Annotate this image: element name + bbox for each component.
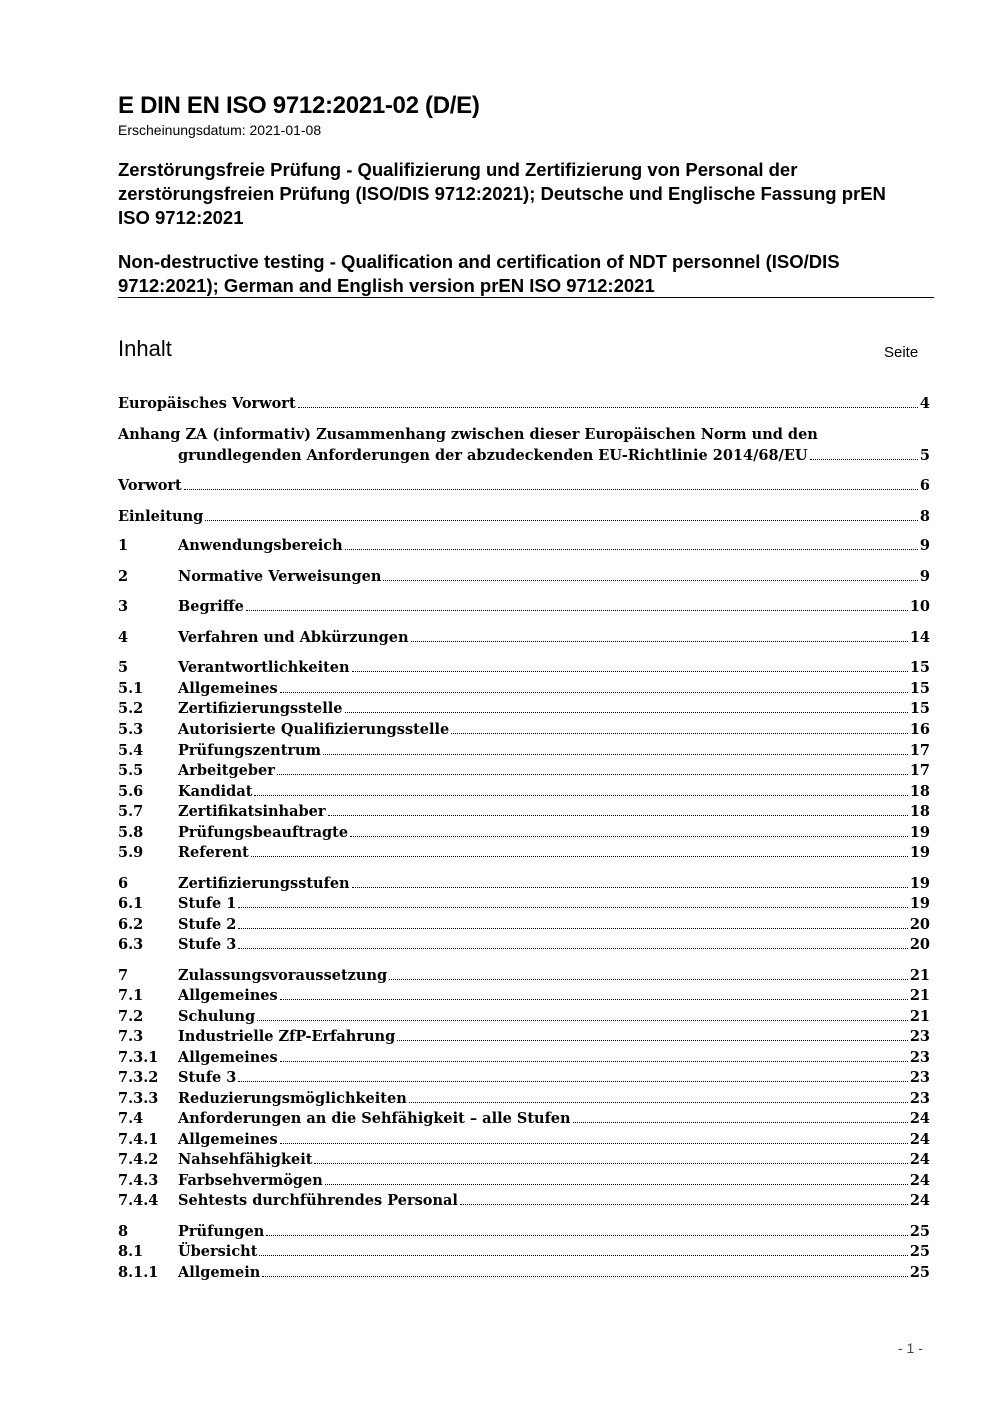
toc-leader xyxy=(246,597,908,611)
toc-entry-page: 20 xyxy=(909,916,930,933)
toc-entry-number: 8.1 xyxy=(118,1243,144,1260)
toc-entry-page: 15 xyxy=(909,680,930,697)
toc-entry-label: Übersicht xyxy=(178,1243,258,1260)
header-divider xyxy=(118,297,934,298)
toc-entry-number: 5.1 xyxy=(118,680,144,697)
toc-entry[interactable] xyxy=(118,986,930,1006)
toc-entry-label: Einleitung xyxy=(118,508,204,525)
toc-entry[interactable] xyxy=(118,1263,930,1283)
toc-entry-page: 15 xyxy=(909,659,930,676)
toc-entry-label: Industrielle ZfP-Erfahrung xyxy=(178,1028,396,1045)
toc-entry[interactable] xyxy=(118,966,930,986)
toc-entry-number: 7.3.1 xyxy=(118,1049,159,1066)
toc-entry[interactable] xyxy=(118,394,930,414)
toc-entry-label: Zulassungsvoraussetzung xyxy=(178,967,388,984)
toc-entry-page: 16 xyxy=(909,721,930,738)
toc-page-column-heading: Seite xyxy=(884,344,919,361)
toc-leader xyxy=(238,915,908,929)
toc-entry[interactable] xyxy=(118,679,930,699)
toc-entry-label: Allgemeines xyxy=(178,680,278,697)
toc-entry-page: 14 xyxy=(909,629,930,646)
toc-entry-page: 24 xyxy=(909,1172,930,1189)
toc-entry-label: Europäisches Vorwort xyxy=(118,395,296,412)
toc-entry[interactable] xyxy=(118,1109,930,1129)
toc-entry[interactable] xyxy=(118,476,930,496)
toc-entry-label: Verfahren und Abkürzungen xyxy=(178,629,409,646)
toc-entry-page: 9 xyxy=(919,537,930,554)
toc-leader xyxy=(280,679,908,693)
toc-entry-number: 5.3 xyxy=(118,721,144,738)
publication-date: Erscheinungsdatum: 2021-01-08 xyxy=(118,122,322,138)
toc-entry-label: Allgemeines xyxy=(178,1131,278,1148)
toc-entry-label: Reduzierungsmöglichkeiten xyxy=(178,1090,407,1107)
title-german: Zerstörungsfreie Prüfung - Qualifizierung und Zertifizierung von Personal der zerstörungsfreien Prüfung (ISO/DIS 9712:2021); Deutsche und Englische Fassung prEN ISO 9712:2021 xyxy=(118,159,886,228)
toc-leader xyxy=(810,446,918,460)
toc-entry-number: 7.1 xyxy=(118,987,144,1004)
toc-entry-label: Vorwort xyxy=(118,477,182,494)
toc-entry-page: 4 xyxy=(919,395,930,412)
toc-entry-number: 7.4.1 xyxy=(118,1131,159,1148)
toc-entry-label: Autorisierte Qualifizierungsstelle xyxy=(178,721,450,738)
toc-entry-page: 5 xyxy=(919,447,930,464)
toc-entry-page: 21 xyxy=(909,1008,930,1025)
toc-leader xyxy=(325,1171,908,1185)
toc-entry-label: Nahsehfähigkeit xyxy=(178,1151,313,1168)
toc-entry[interactable] xyxy=(118,1007,930,1027)
toc-entry-number: 5 xyxy=(118,659,129,676)
toc-entry-label: Referent xyxy=(178,844,249,861)
toc-leader xyxy=(280,1130,908,1144)
toc-entry[interactable] xyxy=(118,507,930,527)
toc-leader xyxy=(345,699,908,713)
toc-entry[interactable] xyxy=(118,935,930,955)
document-title: E DIN EN ISO 9712:2021-02 (D/E) xyxy=(118,92,480,119)
toc-leader xyxy=(352,658,908,672)
toc-entry-page: 19 xyxy=(909,844,930,861)
toc-leader xyxy=(238,1068,908,1082)
toc-entry-page: 24 xyxy=(909,1151,930,1168)
toc-entry[interactable] xyxy=(118,658,930,678)
toc-leader xyxy=(573,1109,908,1123)
toc-entry[interactable] xyxy=(118,1027,930,1047)
toc-entry-label: Anforderungen an die Sehfähigkeit – alle Stufen xyxy=(178,1110,571,1127)
toc-entry-label: Zertifizierungsstelle xyxy=(178,700,343,717)
toc-entry-number: 7.4.4 xyxy=(118,1192,159,1209)
toc-entry-page: 21 xyxy=(909,987,930,1004)
toc-entry-number: 5.4 xyxy=(118,742,144,759)
toc-entry-number: 7.3 xyxy=(118,1028,144,1045)
toc-entry-label: Allgemein xyxy=(178,1264,261,1281)
toc-leader xyxy=(451,720,908,734)
toc-entry[interactable] xyxy=(118,628,930,648)
toc-entry-label: Farbsehvermögen xyxy=(178,1172,323,1189)
toc-entry-page: 23 xyxy=(909,1090,930,1107)
toc-entry-label: Stufe 3 xyxy=(178,1069,237,1086)
title-english: Non-destructive testing - Qualification and certification of NDT personnel (ISO/DIS 9712:2021); German and English version prEN ISO 9712:2021 xyxy=(118,251,840,296)
toc-leader xyxy=(262,1263,908,1277)
toc-entry-page: 25 xyxy=(909,1243,930,1260)
toc-entry-page: 24 xyxy=(909,1192,930,1209)
toc-leader xyxy=(259,1242,907,1256)
toc-entry-number: 7.4 xyxy=(118,1110,144,1127)
toc-entry-number: 4 xyxy=(118,629,129,646)
toc-leader xyxy=(328,802,908,816)
toc-entry[interactable] xyxy=(118,1068,930,1088)
toc-entry-number: 7.4.3 xyxy=(118,1172,159,1189)
toc-entry-label: Schulung xyxy=(178,1008,256,1025)
toc-entry-label: Kandidat xyxy=(178,783,253,800)
toc-entry-page: 19 xyxy=(909,875,930,892)
toc-entry-label: Zertifizierungsstufen xyxy=(178,875,350,892)
toc-entry-page: 23 xyxy=(909,1069,930,1086)
toc-leader xyxy=(314,1150,907,1164)
toc-entry-page: 15 xyxy=(909,700,930,717)
toc-entry-label: Allgemeines xyxy=(178,987,278,1004)
toc-entry-label-continued: grundlegenden Anforderungen der abzudeckenden EU-Richtlinie 2014/68/EU xyxy=(178,447,808,464)
toc-leader xyxy=(277,761,908,775)
toc-entry-number: 5.2 xyxy=(118,700,144,717)
toc-entry-number: 8 xyxy=(118,1223,129,1240)
toc-entry-page: 17 xyxy=(909,742,930,759)
toc-entry-number: 7.3.3 xyxy=(118,1090,159,1107)
toc-leader xyxy=(257,1007,908,1021)
toc-leader xyxy=(409,1089,908,1103)
toc-leader xyxy=(383,567,918,581)
toc-leader xyxy=(345,536,918,550)
toc-entry-page: 10 xyxy=(909,598,930,615)
toc-entry[interactable] xyxy=(118,761,930,781)
toc-leader xyxy=(251,843,908,857)
toc-entry-label: Prüfungszentrum xyxy=(178,742,321,759)
toc-entry-number: 5.6 xyxy=(118,783,144,800)
toc-entry-label: Anwendungsbereich xyxy=(178,537,343,554)
toc-leader xyxy=(254,782,907,796)
toc-entry[interactable] xyxy=(118,424,930,466)
toc-entry-page: 24 xyxy=(909,1131,930,1148)
toc-entry-label: Sehtests durchführendes Personal xyxy=(178,1192,458,1209)
toc-entry-page: 23 xyxy=(909,1028,930,1045)
toc-entry-number: 7.2 xyxy=(118,1008,144,1025)
toc-entry-label: Stufe 2 xyxy=(178,916,237,933)
toc-entry-page: 20 xyxy=(909,936,930,953)
toc-entry-label: Arbeitgeber xyxy=(178,762,275,779)
toc-entry-number: 6.2 xyxy=(118,916,144,933)
toc-entry[interactable] xyxy=(118,699,930,719)
toc-entry-page: 19 xyxy=(909,895,930,912)
toc-entry-page: 9 xyxy=(919,568,930,585)
toc-entry[interactable] xyxy=(118,1191,930,1211)
toc-entry-label: Stufe 3 xyxy=(178,936,237,953)
toc-leader xyxy=(238,935,908,949)
toc-entry[interactable] xyxy=(118,720,930,740)
toc-entry[interactable] xyxy=(118,1171,930,1191)
toc-entry[interactable] xyxy=(118,741,930,761)
toc-entry-page: 25 xyxy=(909,1223,930,1240)
toc-leader xyxy=(205,507,918,521)
toc-entry[interactable] xyxy=(118,1048,930,1068)
toc-leader xyxy=(397,1027,908,1041)
toc-entry-label: Verantwortlichkeiten xyxy=(178,659,350,676)
toc-leader xyxy=(350,823,908,837)
toc-entry[interactable] xyxy=(118,915,930,935)
toc-entry-number: 6.1 xyxy=(118,895,144,912)
toc-leader xyxy=(323,741,908,755)
toc-entry-page: 21 xyxy=(909,967,930,984)
toc-entry[interactable] xyxy=(118,1130,930,1150)
toc-leader xyxy=(280,1048,908,1062)
toc-leader xyxy=(352,874,908,888)
toc-leader xyxy=(238,894,908,908)
toc-entry-label: Anhang ZA (informativ) Zusammenhang zwischen dieser Europäischen Norm und den xyxy=(118,426,818,443)
toc-entry-page: 23 xyxy=(909,1049,930,1066)
toc-entry-page: 18 xyxy=(909,803,930,820)
toc-entry[interactable] xyxy=(118,874,930,894)
toc-leader xyxy=(298,394,918,408)
toc-entry-label: Prüfungsbeauftragte xyxy=(178,824,349,841)
toc-leader xyxy=(411,628,908,642)
toc-entry-page: 25 xyxy=(909,1264,930,1281)
toc-entry[interactable] xyxy=(118,782,930,802)
toc-entry-number: 8.1.1 xyxy=(118,1264,159,1281)
toc-entry[interactable] xyxy=(118,1222,930,1242)
toc-entry-number: 6.3 xyxy=(118,936,144,953)
toc-heading: Inhalt xyxy=(118,336,172,361)
toc-entry[interactable] xyxy=(118,567,930,587)
toc-entry-label: Begriffe xyxy=(178,598,244,615)
toc-entry-number: 5.5 xyxy=(118,762,144,779)
toc-entry[interactable] xyxy=(118,802,930,822)
toc-entry-page: 8 xyxy=(919,508,930,525)
toc-entry[interactable] xyxy=(118,597,930,617)
toc-entry-page: 18 xyxy=(909,783,930,800)
toc-entry[interactable] xyxy=(118,823,930,843)
toc-entry[interactable] xyxy=(118,1242,930,1262)
toc-entry-number: 5.8 xyxy=(118,824,144,841)
toc-entry-number: 5.7 xyxy=(118,803,144,820)
toc-entry-page: 24 xyxy=(909,1110,930,1127)
toc-leader xyxy=(266,1222,907,1236)
toc-entry-label: Stufe 1 xyxy=(178,895,237,912)
toc-entry-label: Normative Verweisungen xyxy=(178,568,382,585)
toc-entry-label: Allgemeines xyxy=(178,1049,278,1066)
toc-entry[interactable] xyxy=(118,894,930,914)
toc-entry[interactable] xyxy=(118,1089,930,1109)
toc-leader xyxy=(280,986,908,1000)
toc-entry-number: 6 xyxy=(118,875,129,892)
toc-entry-label: Prüfungen xyxy=(178,1223,265,1240)
toc-entry-number: 7.4.2 xyxy=(118,1151,159,1168)
toc-entry-number: 3 xyxy=(118,598,129,615)
toc-leader xyxy=(184,476,918,490)
toc-entry[interactable] xyxy=(118,1150,930,1170)
toc-entry-number: 7 xyxy=(118,967,129,984)
toc-entry-number: 2 xyxy=(118,568,129,585)
toc-entry-page: 19 xyxy=(909,824,930,841)
toc-leader xyxy=(460,1191,908,1205)
toc-entry[interactable] xyxy=(118,843,930,863)
footer-page-number: - 1 - xyxy=(898,1340,923,1356)
toc-entry[interactable] xyxy=(118,536,930,556)
toc-entry-number: 1 xyxy=(118,537,129,554)
toc-leader xyxy=(389,966,908,980)
toc-entry-label: Zertifikatsinhaber xyxy=(178,803,326,820)
toc-entry-number: 5.9 xyxy=(118,844,144,861)
toc-entry-page: 17 xyxy=(909,762,930,779)
toc-entry-page: 6 xyxy=(919,477,930,494)
toc-entry-number: 7.3.2 xyxy=(118,1069,159,1086)
